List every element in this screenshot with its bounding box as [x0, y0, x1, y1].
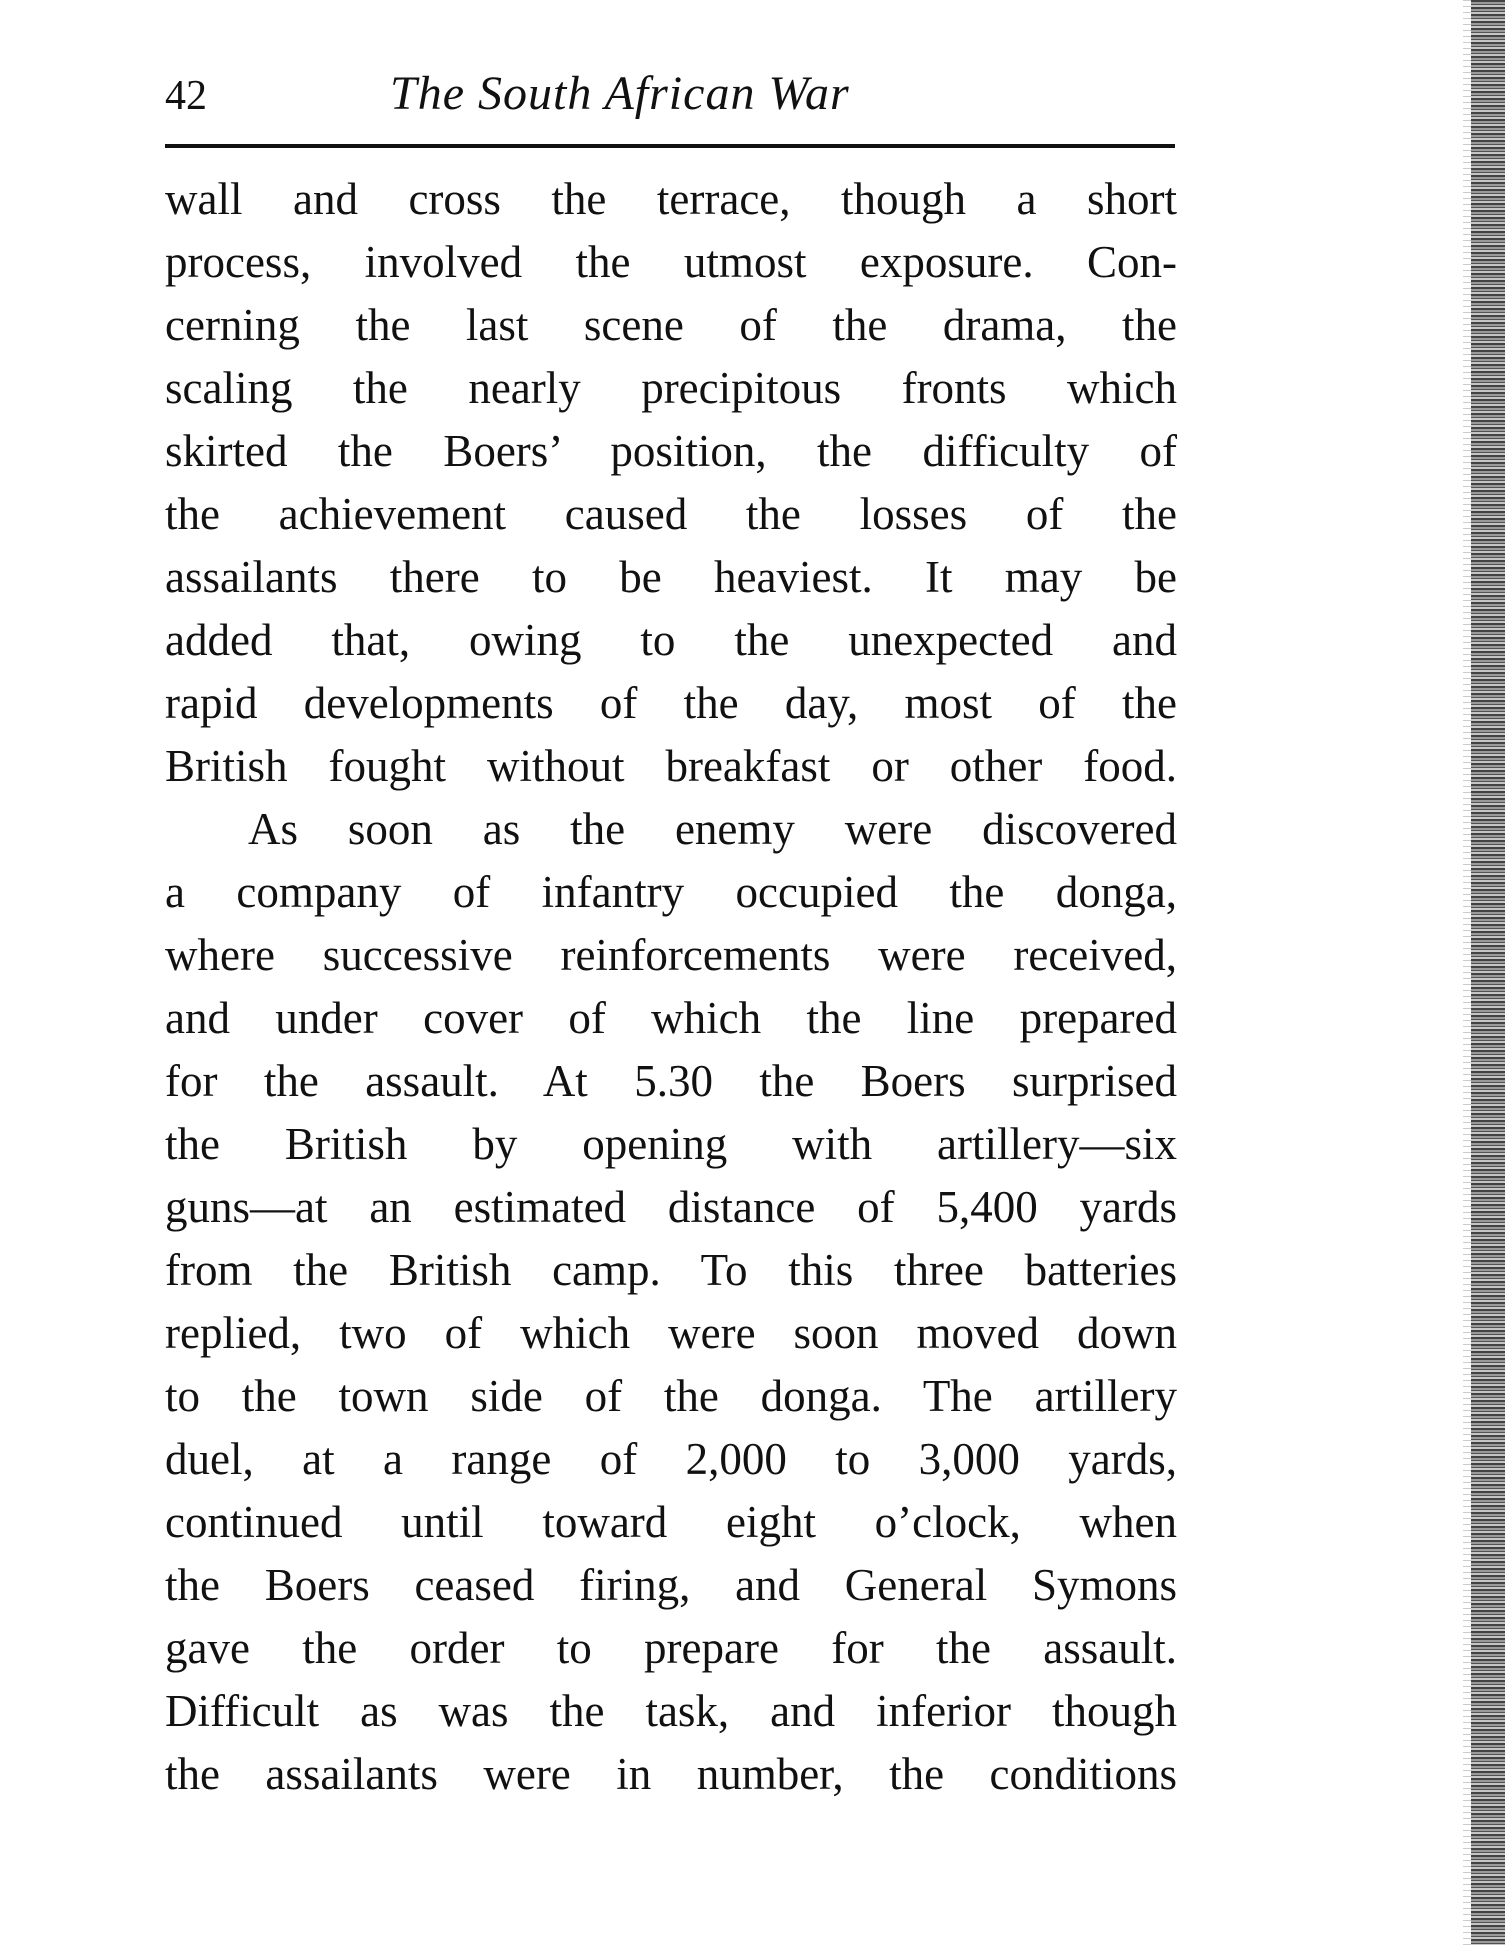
text-line: the British by opening with artillery—six [165, 1119, 1177, 1169]
text-line: from the British camp. To this three batteries [165, 1245, 1177, 1295]
text-line: a company of infantry occupied the donga, [165, 867, 1177, 917]
text-line: guns—at an estimated distance of 5,400 yards [165, 1182, 1177, 1232]
scanned-page-edge [1471, 0, 1505, 1945]
text-line: process, involved the utmost exposure. Con- [165, 237, 1177, 287]
text-line: for the assault. At 5.30 the Boers surprised [165, 1056, 1177, 1106]
text-line: As soon as the enemy were discovered [248, 804, 1177, 854]
page-number: 42 [165, 73, 207, 119]
text-line: gave the order to prepare for the assault. [165, 1623, 1177, 1673]
text-line: British fought without breakfast or other food. [165, 741, 1177, 791]
text-line: skirted the Boers’ position, the difficulty of [165, 426, 1177, 476]
running-title: The South African War [390, 67, 850, 120]
text-line: the achievement caused the losses of the [165, 489, 1177, 539]
text-line: assailants there to be heaviest. It may be [165, 552, 1177, 602]
page-header [165, 66, 1175, 126]
text-line: added that, owing to the unexpected and [165, 615, 1177, 665]
text-line: wall and cross the terrace, though a short [165, 174, 1177, 224]
text-line: scaling the nearly precipitous fronts which [165, 363, 1177, 413]
text-line: cerning the last scene of the drama, the [165, 300, 1177, 350]
text-line: duel, at a range of 2,000 to 3,000 yards, [165, 1434, 1177, 1484]
text-line: the Boers ceased firing, and General Symons [165, 1560, 1177, 1610]
header-rule [165, 144, 1175, 148]
text-line: Difficult as was the task, and inferior though [165, 1686, 1177, 1736]
text-line: replied, two of which were soon moved down [165, 1308, 1177, 1358]
text-line: continued until toward eight o’clock, when [165, 1497, 1177, 1547]
body-text [165, 168, 1177, 1806]
text-line: to the town side of the donga. The artillery [165, 1371, 1177, 1421]
page-edge-shadow [1463, 0, 1471, 1945]
text-line: the assailants were in number, the conditions [165, 1749, 1177, 1799]
text-line: and under cover of which the line prepared [165, 993, 1177, 1043]
text-line: where successive reinforcements were received, [165, 930, 1177, 980]
text-line: rapid developments of the day, most of the [165, 678, 1177, 728]
